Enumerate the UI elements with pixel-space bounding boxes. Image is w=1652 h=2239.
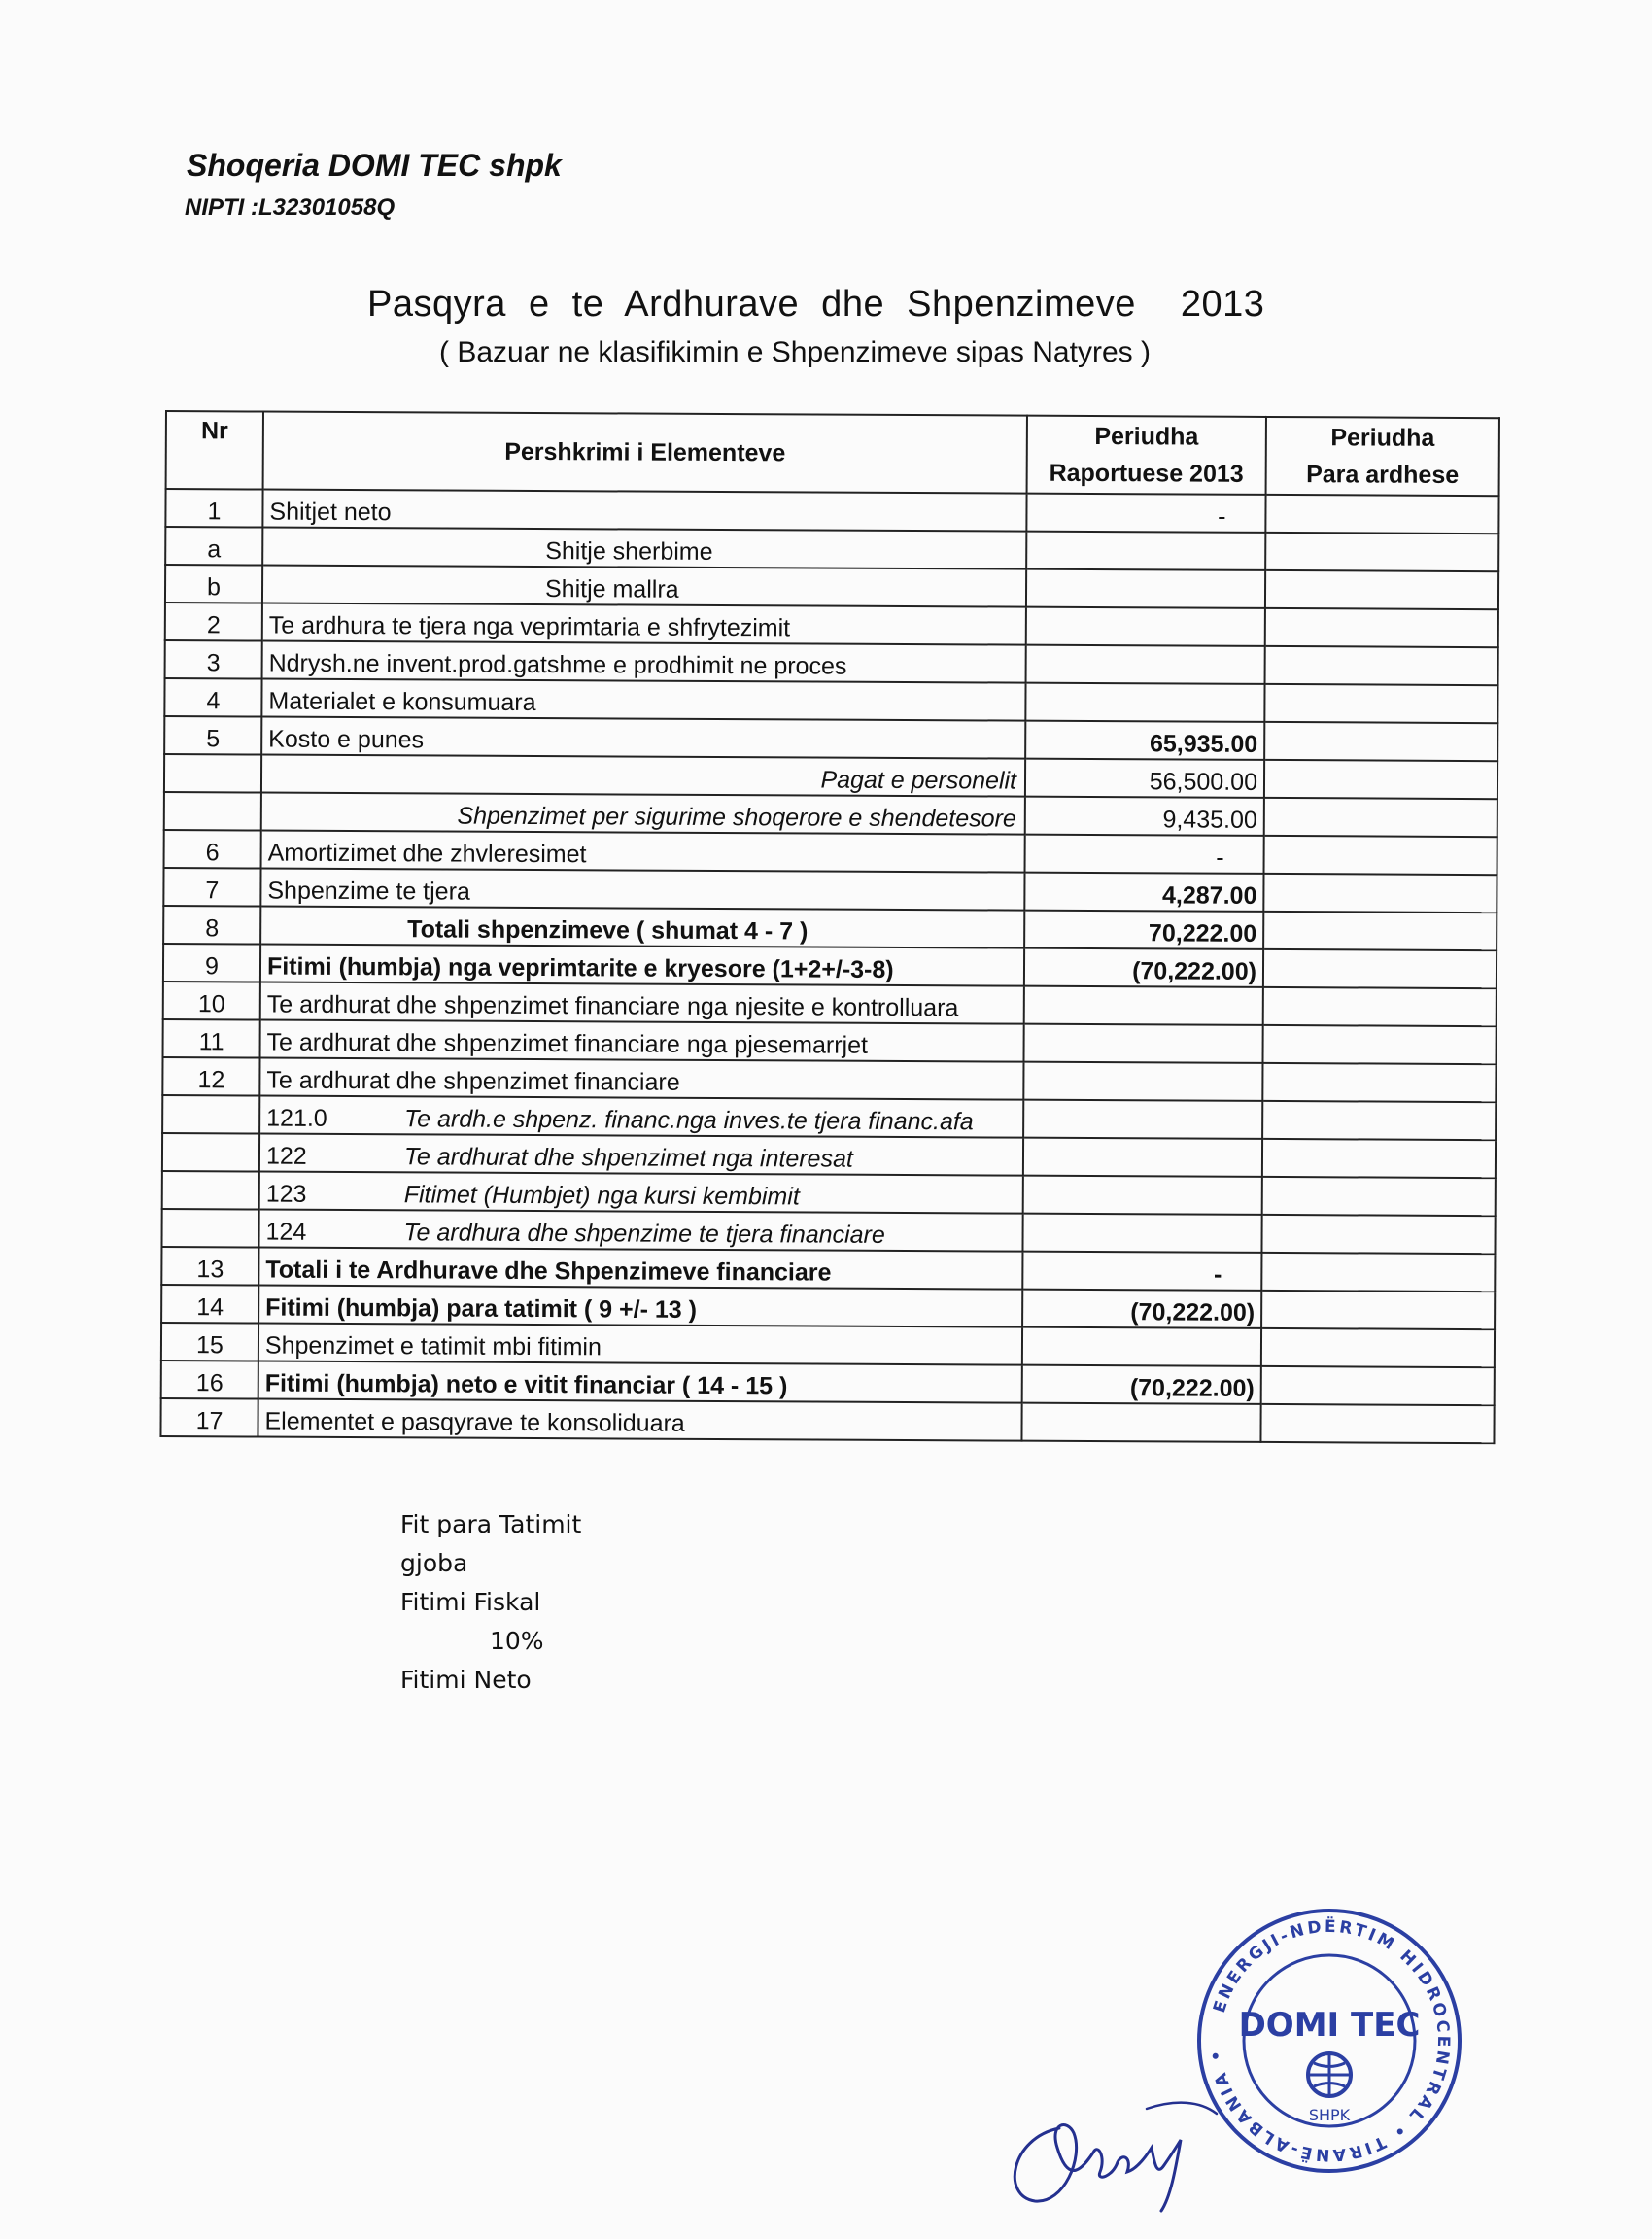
row-current-period-value bbox=[1023, 1176, 1262, 1215]
row-number bbox=[162, 1171, 259, 1210]
row-current-period-value bbox=[1026, 569, 1265, 608]
row-description-text: Fitimet (Humbjet) nga kursi kembimit bbox=[403, 1181, 800, 1211]
row-description: Fitimi (humbja) para tatimit ( 9 +/- 13 ) bbox=[258, 1286, 1022, 1327]
row-number bbox=[162, 1133, 259, 1172]
document-subtitle: ( Bazuar ne klasifikimin e Shpenzimeve sipas Natyres ) bbox=[439, 336, 1151, 368]
header-current-line1: Periudha bbox=[1094, 423, 1199, 451]
row-current-period-value: 4,287.00 bbox=[1024, 873, 1263, 912]
row-current-period-value: 65,935.00 bbox=[1025, 721, 1264, 760]
row-prior-period-value bbox=[1262, 1101, 1496, 1140]
signature bbox=[991, 2080, 1224, 2216]
row-description: Shpenzimet per sigurime shoqerore e shendetesore bbox=[261, 793, 1025, 835]
header-description: Pershkrimi i Elementeve bbox=[263, 412, 1027, 494]
row-description: Te ardhurat dhe shpenzimet financiare nga njesite e kontrolluara bbox=[260, 982, 1024, 1024]
header-prior-line2: Para ardhese bbox=[1306, 461, 1460, 489]
row-current-period-value: (70,222.00) bbox=[1022, 1365, 1261, 1404]
row-number: 3 bbox=[165, 640, 262, 679]
row-current-period-value: 9,435.00 bbox=[1025, 797, 1264, 836]
row-current-period-value bbox=[1026, 532, 1265, 570]
row-number: 16 bbox=[161, 1361, 258, 1399]
row-current-period-value: 70,222.00 bbox=[1024, 911, 1263, 949]
header-current-line2: Raportuese 2013 bbox=[1049, 459, 1244, 488]
row-description bbox=[259, 1134, 1023, 1176]
row-description: Fitimi (humbja) nga veprimtarite e kryesore (1+2+/-3-8) bbox=[260, 945, 1024, 986]
row-current-period-value bbox=[1023, 1138, 1262, 1177]
company-stamp bbox=[1193, 1905, 1465, 2177]
row-current-period-value: - bbox=[1022, 1252, 1261, 1291]
row-number bbox=[164, 792, 261, 831]
row-description: Elementet e pasqyrave te konsoliduara bbox=[258, 1399, 1021, 1441]
row-description: Shpenzimet e tatimit mbi fitimin bbox=[258, 1324, 1022, 1365]
svg-text:ENERGJI-NDËRTIM HIDROCENTRAL •: ENERGJI-NDËRTIM HIDROCENTRAL • TIRANË-ALBANIA • bbox=[1206, 1916, 1454, 2165]
svg-text:SHPK: SHPK bbox=[1308, 2106, 1351, 2124]
row-prior-period-value bbox=[1262, 1063, 1496, 1102]
row-number: 15 bbox=[161, 1323, 258, 1361]
row-description: Shitje mallra bbox=[262, 566, 1026, 607]
row-description: Shpenzime te tjera bbox=[260, 869, 1024, 911]
row-number bbox=[164, 754, 261, 793]
row-number: 14 bbox=[161, 1285, 258, 1324]
row-current-period-value bbox=[1022, 1214, 1261, 1253]
row-description bbox=[258, 1210, 1022, 1252]
income-statement-table bbox=[159, 410, 1500, 1444]
row-prior-period-value bbox=[1265, 533, 1498, 571]
row-prior-period-value bbox=[1261, 1215, 1495, 1254]
row-description bbox=[259, 1172, 1023, 1214]
header-prior-line1: Periudha bbox=[1330, 424, 1435, 452]
row-description: Materialet e konsumuara bbox=[261, 679, 1025, 721]
document-title bbox=[367, 284, 1264, 326]
row-prior-period-value bbox=[1263, 987, 1497, 1026]
row-description: Amortizimet dhe zhvleresimet bbox=[261, 831, 1025, 873]
row-prior-period-value bbox=[1261, 1366, 1495, 1405]
row-prior-period-value bbox=[1263, 912, 1497, 950]
row-current-period-value: - bbox=[1025, 835, 1264, 874]
row-number: 8 bbox=[163, 906, 260, 945]
row-number bbox=[162, 1095, 259, 1134]
row-number: 17 bbox=[160, 1398, 258, 1437]
row-current-period-value bbox=[1023, 1062, 1262, 1101]
row-current-period-value: (70,222.00) bbox=[1024, 948, 1263, 987]
row-number: 1 bbox=[165, 489, 262, 528]
tax-note-net-profit: Fitimi Neto bbox=[400, 1666, 532, 1694]
row-current-period-value bbox=[1024, 986, 1263, 1025]
header-nr: Nr bbox=[166, 411, 263, 490]
row-number: 9 bbox=[163, 944, 260, 982]
row-prior-period-value bbox=[1262, 1139, 1496, 1178]
tax-note-fines: gjoba bbox=[400, 1549, 468, 1577]
company-name: Shoqeria DOMI TEC shpk bbox=[187, 148, 562, 183]
row-description: Shitjet neto bbox=[262, 490, 1026, 532]
row-number: 7 bbox=[163, 868, 260, 907]
row-current-period-value bbox=[1026, 607, 1265, 646]
row-prior-period-value bbox=[1262, 1177, 1496, 1216]
row-prior-period-value bbox=[1263, 949, 1497, 988]
row-current-period-value bbox=[1026, 645, 1265, 684]
tax-note-fiscal-profit: Fitimi Fiskal bbox=[400, 1588, 541, 1616]
row-code: 122 bbox=[265, 1142, 307, 1170]
row-prior-period-value bbox=[1263, 874, 1497, 913]
row-code: 121.0 bbox=[266, 1104, 327, 1132]
row-prior-period-value bbox=[1264, 798, 1497, 837]
row-current-period-value bbox=[1023, 1100, 1262, 1139]
row-description: Pagat e personelit bbox=[261, 755, 1025, 797]
row-number: 2 bbox=[165, 603, 262, 641]
table-row bbox=[160, 1398, 1494, 1443]
row-description bbox=[259, 1096, 1023, 1138]
header-current-period bbox=[1027, 416, 1266, 495]
row-prior-period-value bbox=[1261, 1253, 1495, 1292]
row-prior-period-value bbox=[1264, 836, 1497, 875]
row-description: Te ardhura te tjera nga veprimtaria e shfrytezimit bbox=[262, 603, 1026, 645]
row-description: Te ardhurat dhe shpenzimet financiare bbox=[259, 1058, 1023, 1100]
row-number: b bbox=[165, 565, 262, 603]
row-description-text: Te ardhura dhe shpenzime te tjera financiare bbox=[403, 1219, 885, 1249]
row-prior-period-value bbox=[1265, 570, 1498, 609]
row-current-period-value bbox=[1024, 1024, 1263, 1063]
tax-note-profit-before-tax: Fit para Tatimit bbox=[400, 1510, 582, 1538]
row-number: a bbox=[165, 527, 262, 566]
row-current-period-value bbox=[1022, 1327, 1261, 1366]
row-prior-period-value bbox=[1265, 495, 1498, 534]
row-number: 11 bbox=[163, 1019, 260, 1058]
row-number: 13 bbox=[161, 1247, 258, 1286]
row-prior-period-value bbox=[1264, 722, 1497, 761]
row-description: Totali shpenzimeve ( shumat 4 - 7 ) bbox=[260, 907, 1024, 948]
row-current-period-value: (70,222.00) bbox=[1022, 1290, 1261, 1328]
row-description: Ndrysh.ne invent.prod.gatshme e prodhimit ne proces bbox=[262, 641, 1026, 683]
row-number: 5 bbox=[164, 716, 261, 755]
document-year: 2013 bbox=[1180, 284, 1265, 325]
document-title-text: Pasqyra e te Ardhurave dhe Shpenzimeve bbox=[367, 284, 1136, 325]
row-description: Fitimi (humbja) neto e vitit financiar ( 14 - 15 ) bbox=[258, 1361, 1022, 1403]
row-description: Te ardhurat dhe shpenzimet financiare nga pjesemarrjet bbox=[260, 1020, 1024, 1062]
row-current-period-value bbox=[1025, 683, 1264, 722]
table-header-row bbox=[166, 411, 1499, 496]
row-number bbox=[161, 1209, 258, 1248]
company-nipt: NIPTI :L32301058Q bbox=[185, 194, 396, 221]
row-prior-period-value bbox=[1261, 1328, 1495, 1367]
header-prior-period bbox=[1266, 417, 1499, 496]
row-description: Kosto e punes bbox=[261, 717, 1025, 759]
tax-note-rate: 10% bbox=[490, 1627, 544, 1655]
row-code: 123 bbox=[265, 1180, 307, 1208]
row-description: Shitje sherbime bbox=[262, 528, 1026, 569]
row-prior-period-value bbox=[1265, 608, 1498, 647]
row-number: 4 bbox=[164, 678, 261, 717]
row-description-text: Te ardh.e shpenz. financ.nga inves.te tjera financ.afa bbox=[404, 1105, 974, 1136]
row-prior-period-value bbox=[1262, 1025, 1496, 1064]
row-prior-period-value bbox=[1265, 646, 1498, 685]
row-current-period-value bbox=[1021, 1403, 1260, 1442]
row-number: 12 bbox=[162, 1057, 259, 1096]
row-current-period-value: - bbox=[1026, 494, 1265, 533]
row-prior-period-value bbox=[1264, 760, 1497, 799]
row-current-period-value: 56,500.00 bbox=[1025, 759, 1264, 798]
row-code: 124 bbox=[265, 1218, 307, 1246]
row-number: 10 bbox=[163, 982, 260, 1020]
row-number: 6 bbox=[164, 830, 261, 869]
row-description: Totali i te Ardhurave dhe Shpenzimeve financiare bbox=[258, 1248, 1022, 1290]
row-prior-period-value bbox=[1264, 684, 1497, 723]
row-prior-period-value bbox=[1260, 1404, 1494, 1443]
row-description-text: Te ardhurat dhe shpenzimet nga interesat bbox=[403, 1143, 853, 1173]
svg-text:DOMI TEC: DOMI TEC bbox=[1238, 2006, 1421, 2045]
row-prior-period-value bbox=[1261, 1291, 1495, 1329]
